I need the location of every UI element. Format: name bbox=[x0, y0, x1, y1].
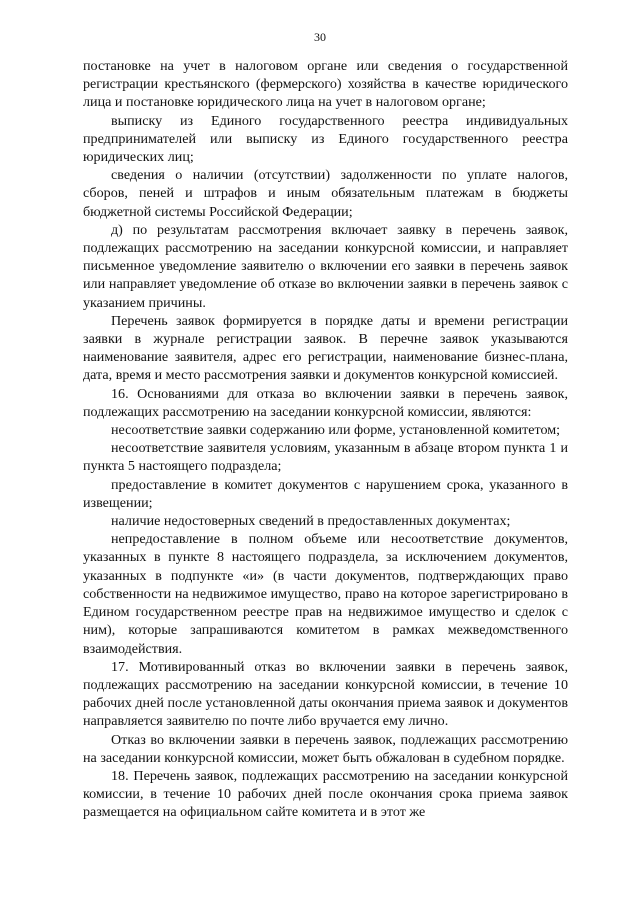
paragraph: несоответствие заявки содержанию или форме, установленной комитетом; bbox=[111, 422, 561, 439]
paragraph: постановке на учет в налоговом органе или сведения о государственной регистрации крестьянского (фермерского) хозяйства в качестве юридического лица и постановке юридического лица на учет в налоговом органе; bbox=[83, 58, 568, 111]
paragraph: Отказ во включении заявки в перечень заявок, подлежащих рассмотрению на заседании конкурсной комиссии, может быть обжалован в судебном порядке. bbox=[83, 731, 568, 766]
paragraph: 17. Мотивированный отказ во включении заявки в перечень заявок, подлежащих рассмотрению на заседании конкурсной комиссии, в течение 10 рабочих дней после установленной даты окончания приема заявок и документов направляется заявителю по почте либо вручается ему лично. bbox=[83, 658, 568, 730]
paragraph: сведения о наличии (отсутствии) задолженности по уплате налогов, сборов, пеней и штрафов и иным обязательным платежам в бюджеты бюджетной системы Российской Федерации; bbox=[83, 167, 568, 220]
paragraph: 18. Перечень заявок, подлежащих рассмотрению на заседании конкурсной комиссии, в течение 10 рабочих дней после окончания срока приема заявок размещается на официальном сайте комитета и в этот же bbox=[83, 767, 568, 821]
paragraph: наличие недостоверных сведений в предоставленных документах; bbox=[111, 513, 511, 530]
paragraph: непредоставление в полном объеме или несоответствие документов, указанных в пункте 8 настоящего подраздела, за исключением документов, указанных в подпункте «и» (в части документов, подтверждающих право собственности на недвижимое имущество, право на которое зарегистрировано в Едином государственном реестре прав на недвижимое имущество и сделок с ним), которые запрашиваются комитетом в рамках межведомственного взаимодействия. bbox=[83, 531, 568, 657]
paragraph: несоответствие заявителя условиям, указанным в абзаце втором пункта 1 и пункта 5 настоящего подраздела; bbox=[83, 440, 568, 475]
document-body bbox=[83, 57, 568, 822]
paragraph: выписку из Единого государственного реестра индивидуальных предпринимателей или выписку из Единого государственного реестра юридических лиц; bbox=[83, 112, 568, 166]
page-number: 30 bbox=[314, 30, 326, 44]
paragraph: д) по результатам рассмотрения включает заявку в перечень заявок, подлежащих рассмотрению на заседании конкурсной комиссии, и направляет письменное уведомление заявителю о включении его заявки в перечень заявок или направляет уведомление об отказе во включении заявки в перечень заявок с указанием причины. bbox=[83, 221, 568, 311]
paragraph: 16. Основаниями для отказа во включении заявки в перечень заявок, подлежащих рассмотрению на заседании конкурсной комиссии, являются: bbox=[83, 385, 568, 420]
paragraph: Перечень заявок формируется в порядке даты и времени регистрации заявки в журнале регистрации заявок. В перечне заявок указываются наименование заявителя, адрес его регистрации, наименование бизнес-плана, дата, время и место рассмотрения заявки и документов конкурсной комиссией. bbox=[83, 312, 568, 384]
paragraph: предоставление в комитет документов с нарушением срока, указанного в извещении; bbox=[83, 476, 568, 511]
